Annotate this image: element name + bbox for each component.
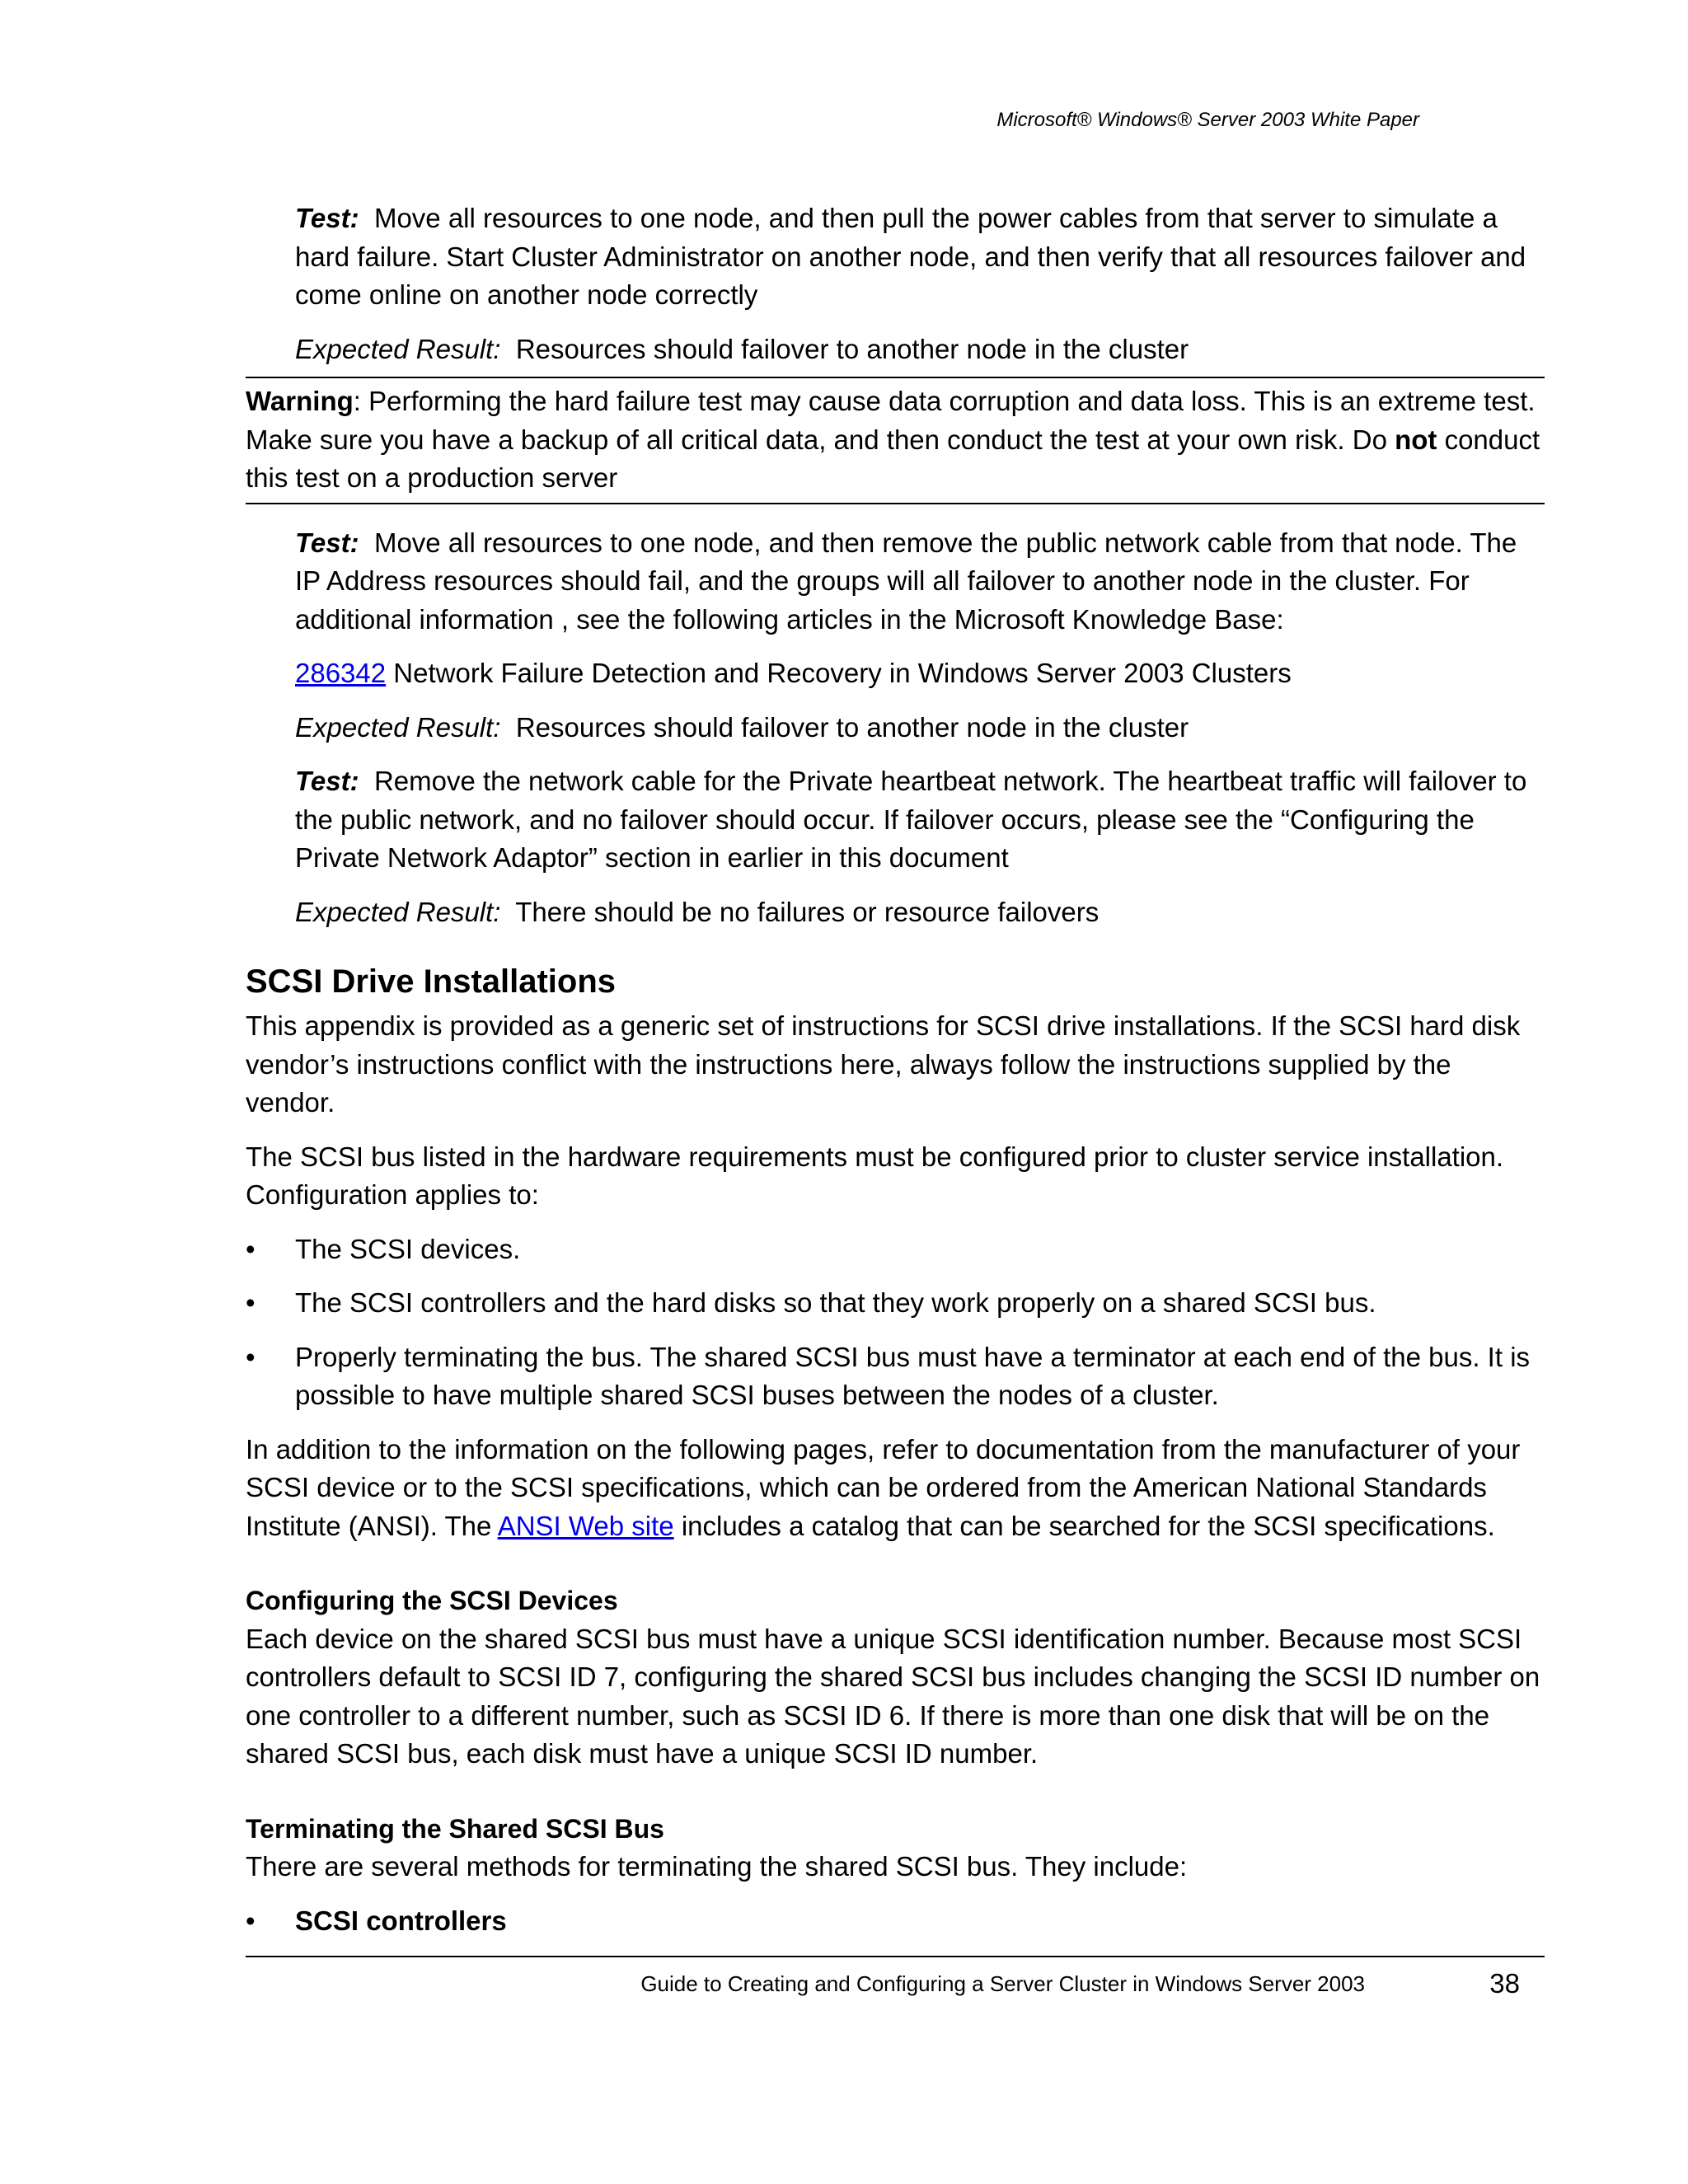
page-content [246,199,1545,1956]
warning-box [246,377,1545,504]
warning-text-before: : Performing the hard failure test may cause data corruption and data loss. This is an extreme test. Make sure you have a backup of all critical data, and then conduct the test at your own risk. Do [246,386,1536,455]
ansi-web-site-link[interactable]: ANSI Web site [497,1510,674,1541]
test-1-text: Move all resources to one node, and then pull the power cables from that server to simulate a hard failure. Start Cluster Administrator on another node, and then verify that all resources failover and come online on another node correctly [295,203,1526,310]
test-1-paragraph [295,199,1545,315]
bus-requirements-text: The SCSI bus listed in the hardware requirements must be configured prior to cluster service installation. Configuration applies to: [246,1141,1504,1210]
kb-article-line [295,654,1545,693]
warning-text-after: conduct this test on a production server [246,424,1540,493]
test-2-text: Move all resources to one node, and then remove the public network cable from that node. The IP Address resources should fail, and the groups will all failover to another node in the cluster. For additional information , see the following articles in the Microsoft Knowledge Base: [295,527,1517,635]
footer-divider [246,1956,1545,1957]
list-item [246,1902,1545,1941]
warning-paragraph [246,382,1545,498]
warning-label: Warning [246,386,354,416]
config-heading: Configuring the SCSI Devices [246,1586,618,1615]
test-2-paragraph [295,524,1545,640]
bullet-icon: • [246,1905,256,1936]
section-heading: SCSI Drive Installations [246,963,617,1000]
page-number: 38 [1489,1968,1520,1999]
expected-text: Resources should failover to another node in the cluster [515,711,1189,743]
kb-article-title: Network Failure Detection and Recovery in Windows Server 2003 Clusters [386,658,1292,688]
expected-text: There should be no failures or resource failovers [515,896,1100,927]
list-item [246,1338,1545,1415]
page-header: Microsoft® Windows® Server 2003 White Paper [996,109,1419,131]
bullet-icon: • [246,1341,256,1372]
expected-result-1 [295,330,1545,369]
expected-label: Expected Result: [295,333,501,364]
expected-text: Resources should failover to another node in the cluster [515,333,1189,364]
expected-label: Expected Result: [295,896,501,927]
list-item-text: The SCSI controllers and the hard disks so that they work properly on a shared SCSI bus. [295,1287,1376,1318]
terminating-heading: Terminating the Shared SCSI Bus [246,1813,664,1844]
test-label: Test: [295,203,359,233]
footer-title: Guide to Creating and Configuring a Server Cluster in Windows Server 2003 [640,1971,1365,1996]
list-item-text: Properly terminating the bus. The shared SCSI bus must have a terminator at each end of the bus. It is possible to have multiple shared SCSI buses between the nodes of a cluster. [295,1341,1531,1410]
additional-text-after: includes a catalog that can be searched for the SCSI specifications. [673,1510,1495,1541]
list-item-text: The SCSI devices. [295,1233,521,1264]
expected-result-2 [295,709,1545,748]
warning-emphasis: not [1395,424,1437,455]
section-intro: This appendix is provided as a generic set of instructions for SCSI drive installations. If the SCSI hard disk vendor’s instructions conflict with the instructions here, always follow the instructions supplied by the vendor. [246,1010,1521,1118]
page-footer [246,1968,1545,2001]
kb-article-link[interactable]: 286342 [295,658,387,688]
terminating-paragraph: There are several methods for terminating the shared SCSI bus. They include: [246,1851,1188,1882]
list-item-text: SCSI controllers [295,1905,507,1936]
list-item [246,1230,1545,1269]
test-3-text: Remove the network cable for the Private heartbeat network. The heartbeat traffic will failover to the public network, and no failover should occur. If failover occurs, please see the “Configuring the Private Network Adaptor” section in earlier in this document [295,766,1527,873]
bullet-icon: • [246,1233,256,1264]
test-label: Test: [295,766,359,796]
test-label: Test: [295,527,359,558]
expected-label: Expected Result: [295,711,501,743]
bullet-icon: • [246,1287,256,1318]
config-paragraph: Each device on the shared SCSI bus must have a unique SCSI identification number. Because most SCSI controllers default to SCSI ID 7, configuring the shared SCSI bus includes changing the SCSI ID number on one controller to a different number, such as SCSI ID 6. If there is more than one disk that will be on the shared SCSI bus, each disk must have a unique SCSI ID number. [246,1623,1540,1769]
list-item [246,1284,1545,1323]
additional-text-before: In addition to the information on the following pages, refer to documentation from the manufacturer of your SCSI device or to the SCSI specifications, which can be ordered from the American National Standards Institute (ANSI). The [246,1433,1521,1541]
additional-info-paragraph [246,1431,1545,1546]
test-3-paragraph [295,762,1545,878]
expected-result-3 [295,893,1545,932]
